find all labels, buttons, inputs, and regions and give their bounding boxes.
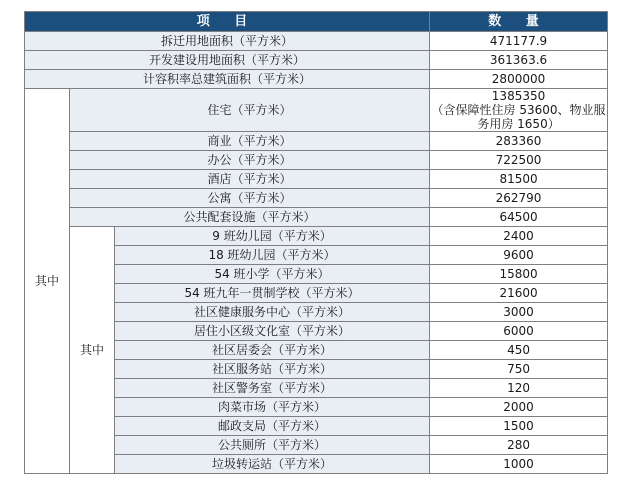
row-label: 办公（平方米） — [70, 151, 430, 170]
row-label: 公共厕所（平方米） — [115, 436, 430, 455]
row-value: 120 — [430, 379, 608, 398]
row-label: 社区居委会（平方米） — [115, 341, 430, 360]
table-row — [25, 70, 608, 89]
row-value: 81500 — [430, 170, 608, 189]
row-value: 6000 — [430, 322, 608, 341]
table-row — [25, 227, 608, 246]
header-item: 项 目 — [25, 12, 430, 32]
table-row — [25, 32, 608, 51]
row-label: 开发建设用地面积（平方米） — [25, 51, 430, 70]
row-value: 280 — [430, 436, 608, 455]
row-value: 2400 — [430, 227, 608, 246]
header-quantity: 数 量 — [430, 12, 608, 32]
row-label: 商业（平方米） — [70, 132, 430, 151]
table-row — [25, 89, 608, 132]
row-label: 54 班九年一贯制学校（平方米） — [115, 284, 430, 303]
row-value: 471177.9 — [430, 32, 608, 51]
row-label: 居住小区级文化室（平方米） — [115, 322, 430, 341]
row-value: 1500 — [430, 417, 608, 436]
row-value — [430, 89, 608, 132]
area-statistics-table — [24, 11, 608, 474]
housing-value-line: 务用房 1650） — [477, 117, 560, 131]
row-value: 21600 — [430, 284, 608, 303]
row-value: 3000 — [430, 303, 608, 322]
row-label: 18 班幼儿园（平方米） — [115, 246, 430, 265]
table-row — [25, 151, 608, 170]
table-row — [25, 208, 608, 227]
row-label: 邮政支局（平方米） — [115, 417, 430, 436]
housing-value-line: （含保障性住房 53600、物业服 — [431, 103, 606, 117]
row-label: 计容积率总建筑面积（平方米） — [25, 70, 430, 89]
row-value: 283360 — [430, 132, 608, 151]
row-value: 2800000 — [430, 70, 608, 89]
row-value: 262790 — [430, 189, 608, 208]
table-row — [25, 170, 608, 189]
housing-value-line: 1385350 — [491, 89, 546, 103]
row-label: 9 班幼儿园（平方米） — [115, 227, 430, 246]
row-label: 拆迁用地面积（平方米） — [25, 32, 430, 51]
row-value: 750 — [430, 360, 608, 379]
row-label: 垃圾转运站（平方米） — [115, 455, 430, 474]
table-header-row — [25, 12, 608, 32]
row-value: 64500 — [430, 208, 608, 227]
row-value: 2000 — [430, 398, 608, 417]
table-row — [25, 189, 608, 208]
row-label: 公寓（平方米） — [70, 189, 430, 208]
table-row — [25, 132, 608, 151]
row-value: 1000 — [430, 455, 608, 474]
row-value: 361363.6 — [430, 51, 608, 70]
row-value: 722500 — [430, 151, 608, 170]
row-value: 450 — [430, 341, 608, 360]
row-label: 社区服务站（平方米） — [115, 360, 430, 379]
row-label: 肉菜市场（平方米） — [115, 398, 430, 417]
row-label: 公共配套设施（平方米） — [70, 208, 430, 227]
table-row — [25, 51, 608, 70]
row-label: 住宅（平方米） — [70, 89, 430, 132]
row-label: 酒店（平方米） — [70, 170, 430, 189]
group-label: 其中 — [25, 89, 70, 474]
row-label: 54 班小学（平方米） — [115, 265, 430, 284]
row-value: 9600 — [430, 246, 608, 265]
subgroup-label: 其中 — [70, 227, 115, 474]
row-value: 15800 — [430, 265, 608, 284]
row-label: 社区警务室（平方米） — [115, 379, 430, 398]
row-label: 社区健康服务中心（平方米） — [115, 303, 430, 322]
